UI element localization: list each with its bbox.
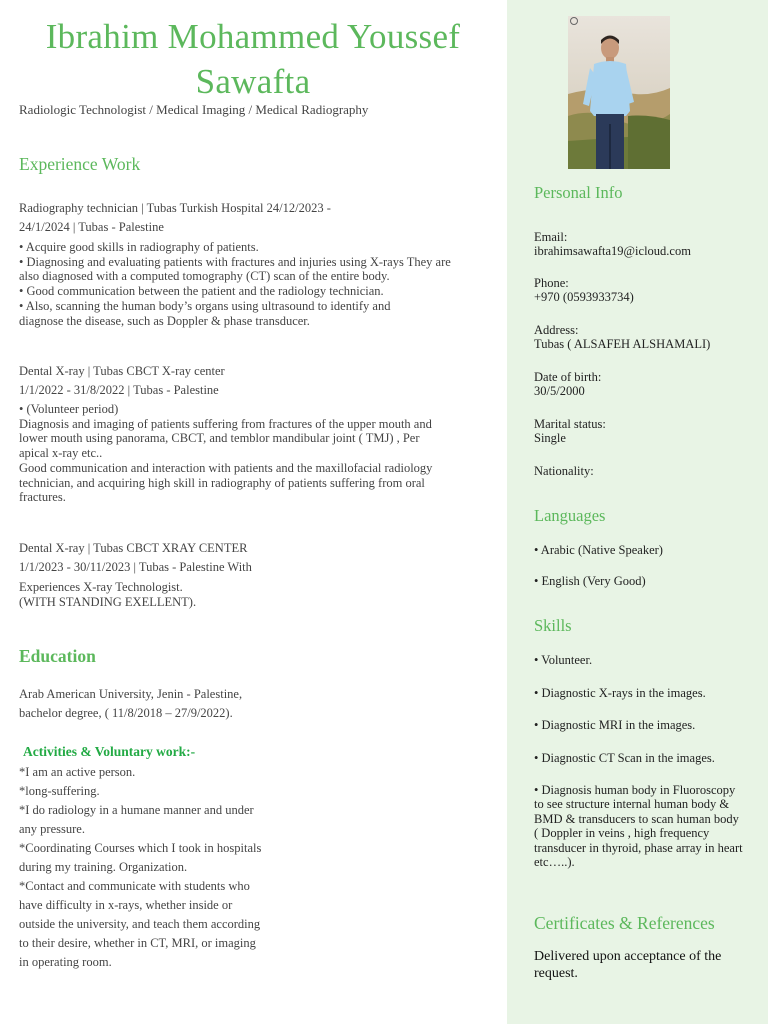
- activity-line: have difficulty in x-rays, whether inside or: [19, 898, 233, 912]
- skill-item: • Diagnostic CT Scan in the images.: [534, 751, 715, 765]
- marital-block: [534, 417, 606, 446]
- marital-label: Marital status:: [534, 417, 606, 431]
- dob-block: [534, 370, 601, 399]
- skill-item: • Diagnostic X-rays in the images.: [534, 686, 706, 700]
- activity-line: *I do radiology in a humane manner and under: [19, 803, 254, 817]
- skill-line: BMD & transducers to scan human body: [534, 811, 739, 826]
- experience-entry-1-header: [19, 199, 331, 237]
- entry-line: Dental X-ray | Tubas CBCT XRAY CENTER: [19, 541, 248, 555]
- address-label: Address:: [534, 323, 579, 337]
- experience-entry-1-body: [19, 240, 499, 328]
- education-heading: Education: [19, 646, 96, 666]
- certificates-heading: Certificates & References: [534, 913, 715, 933]
- phone-block: [534, 276, 634, 305]
- entry-bullet: (WITH STANDING EXELLENT).: [19, 594, 197, 609]
- entry-bullet: • (Volunteer period): [19, 402, 119, 416]
- name-line-2: Sawafta: [195, 62, 311, 101]
- activities-heading: Activities & Voluntary work:-: [23, 744, 196, 759]
- entry-bullet: Good communication and interaction with patients and the maxillofacial radiology: [19, 460, 433, 475]
- phone-value: +970 (0593933734): [534, 290, 634, 305]
- address-block: [534, 323, 710, 352]
- activity-line: outside the university, and teach them according: [19, 917, 261, 931]
- skill-line: ( Doppler in veins , high frequency: [534, 826, 710, 841]
- skill-item-long: [534, 783, 764, 869]
- activity-line: *I am an active person.: [19, 765, 136, 779]
- nationality-label: Nationality:: [534, 464, 594, 478]
- entry-bullet: Experiences X-ray Technologist.: [19, 580, 183, 594]
- activity-line: any pressure.: [19, 822, 85, 836]
- status-dot-icon: [570, 17, 578, 25]
- experience-entry-2-header: [19, 362, 225, 400]
- entry-bullet: technician, and acquiring high skill in radiography of patients suffering from oral: [19, 475, 425, 490]
- languages-heading: Languages: [534, 506, 606, 525]
- email-label: Email:: [534, 230, 568, 244]
- cert-line: Delivered upon acceptance of the: [534, 949, 722, 964]
- activity-line: *long-suffering.: [19, 784, 100, 798]
- entry-bullet: lower mouth using panorama, CBCT, and temblor mandibular joint ( TMJ) , Per: [19, 431, 420, 446]
- experience-entry-3-body: [19, 580, 499, 609]
- education-line: Arab American University, Jenin - Palestine,: [19, 687, 243, 701]
- entry-bullet: fractures.: [19, 490, 66, 505]
- skill-line: to see structure internal human body &: [534, 797, 730, 812]
- language-item: • Arabic (Native Speaker): [534, 543, 663, 557]
- education-details: [19, 685, 242, 723]
- activity-line: in operating room.: [19, 955, 112, 969]
- activity-line: to their desire, whether in CT, MRI, or imaging: [19, 936, 256, 950]
- experience-entry-2-body: [19, 402, 499, 505]
- job-title: Radiologic Technologist / Medical Imaging / Medical Radiography: [19, 102, 369, 117]
- entry-bullet: • Good communication between the patient and the radiology technician.: [19, 284, 384, 299]
- skill-line: • Diagnosis human body in Fluoroscopy: [534, 783, 736, 797]
- experience-heading: Experience Work: [19, 154, 141, 174]
- personal-info-heading: Personal Info: [534, 183, 623, 202]
- language-item: • English (Very Good): [534, 574, 646, 588]
- email-value: ibrahimsawafta19@icloud.com: [534, 244, 691, 259]
- candidate-name: [18, 14, 488, 104]
- dob-value: 30/5/2000: [534, 384, 585, 399]
- activity-line: *Contact and communicate with students who: [19, 879, 250, 893]
- entry-bullet: • Also, scanning the human body’s organs using ultrasound to identify and: [19, 298, 391, 313]
- address-value: Tubas ( ALSAFEH ALSHAMALI): [534, 337, 711, 352]
- entry-bullet: Diagnosis and imaging of patients suffering from fractures of the upper mouth and: [19, 416, 432, 431]
- skills-heading: Skills: [534, 616, 572, 635]
- entry-line: 1/1/2023 - 30/11/2023 | Tubas - Palestine With: [19, 560, 252, 574]
- experience-entry-3-header: [19, 539, 252, 577]
- entry-bullet: also diagnosed with a computed tomography (CT) scan of the entire body.: [19, 269, 390, 284]
- entry-bullet: • Acquire good skills in radiography of patients.: [19, 240, 259, 254]
- entry-bullet: diagnose the disease, such as Doppler & phase transducer.: [19, 313, 310, 328]
- marital-value: Single: [534, 431, 566, 446]
- name-line-1: Ibrahim Mohammed Youssef: [45, 17, 461, 56]
- dob-label: Date of birth:: [534, 370, 602, 384]
- skill-item: • Diagnostic MRI in the images.: [534, 718, 696, 732]
- activity-line: during my training. Organization.: [19, 860, 188, 874]
- entry-line: Radiography technician | Tubas Turkish Hospital 24/12/2023 -: [19, 201, 331, 215]
- cert-line: request.: [534, 966, 578, 981]
- skill-line: transducer in thyroid, phase array in heart: [534, 840, 743, 855]
- email-block: [534, 230, 691, 259]
- education-line: bachelor degree, ( 11/8/2018 – 27/9/2022).: [19, 706, 233, 720]
- activities-list: [19, 763, 309, 972]
- entry-line: 1/1/2022 - 31/8/2022 | Tubas - Palestine: [19, 383, 219, 397]
- certificates-text: [534, 948, 759, 982]
- entry-bullet: • Diagnosing and evaluating patients with fractures and injuries using X-rays They are: [19, 254, 451, 269]
- entry-bullet: apical x-ray etc..: [19, 446, 103, 461]
- entry-line: Dental X-ray | Tubas CBCT X-ray center: [19, 364, 225, 378]
- skill-line: etc…..).: [534, 855, 575, 870]
- profile-photo: [568, 16, 670, 169]
- entry-line: 24/1/2024 | Tubas - Palestine: [19, 220, 164, 234]
- activity-line: *Coordinating Courses which I took in hospitals: [19, 841, 262, 855]
- skill-item: • Volunteer.: [534, 653, 593, 667]
- phone-label: Phone:: [534, 276, 569, 290]
